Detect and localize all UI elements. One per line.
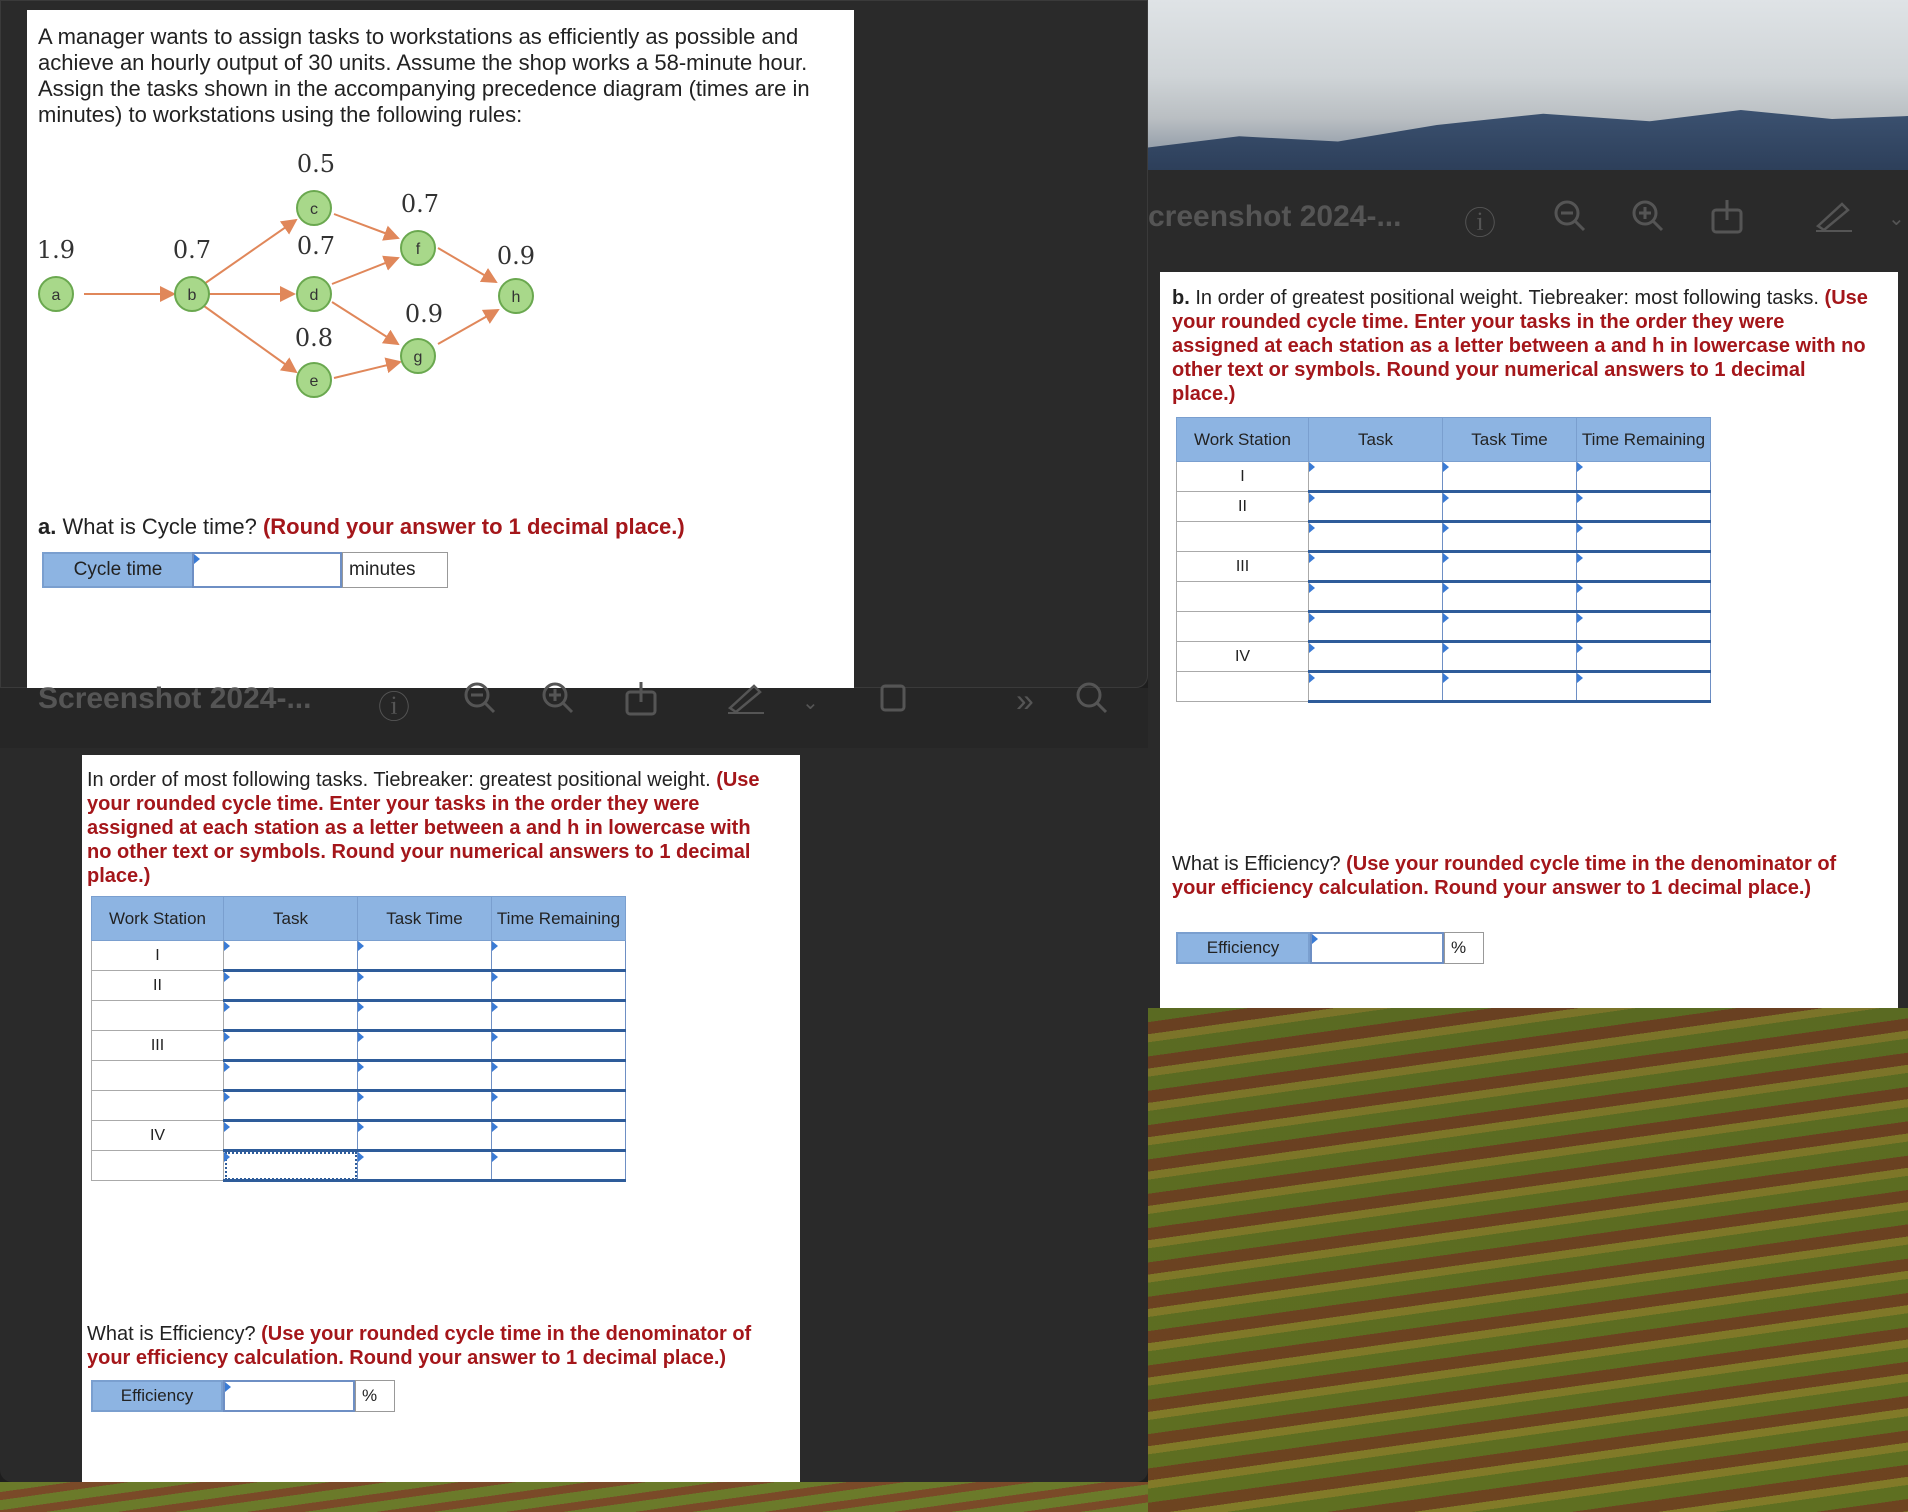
table-row xyxy=(92,1151,626,1181)
edge-d-g xyxy=(332,302,398,344)
table-row xyxy=(1177,612,1711,642)
task-input[interactable] xyxy=(1309,492,1443,522)
task-input[interactable] xyxy=(224,1121,358,1151)
time-remaining-input[interactable] xyxy=(492,941,626,971)
table-header-1: Work Station xyxy=(92,897,224,941)
table-row xyxy=(92,941,626,971)
input-marker-icon xyxy=(1309,462,1315,472)
task-input[interactable] xyxy=(1309,552,1443,582)
input-marker-icon xyxy=(358,1122,364,1132)
input-marker-icon xyxy=(224,1062,230,1072)
node-time-h: 0.9 xyxy=(496,242,536,270)
input-marker-icon xyxy=(358,1152,364,1162)
input-marker-icon xyxy=(1577,583,1583,593)
assignment-table-positional-weight xyxy=(1176,417,1711,703)
work-station-cell xyxy=(1177,612,1309,642)
time-remaining-input[interactable] xyxy=(492,1121,626,1151)
task-time-input[interactable] xyxy=(1443,582,1577,612)
time-remaining-input[interactable] xyxy=(1577,522,1711,552)
time-remaining-input[interactable] xyxy=(492,971,626,1001)
task-input[interactable] xyxy=(224,1151,358,1181)
task-input[interactable] xyxy=(224,941,358,971)
task-input[interactable] xyxy=(224,1001,358,1031)
time-remaining-input[interactable] xyxy=(1577,612,1711,642)
input-marker-icon xyxy=(1443,553,1449,563)
time-remaining-input[interactable] xyxy=(492,1031,626,1061)
input-marker-icon xyxy=(224,1122,230,1132)
chevron-down-icon[interactable]: ⌄ xyxy=(802,692,819,714)
time-remaining-input[interactable] xyxy=(492,1091,626,1121)
task-time-input[interactable] xyxy=(358,1001,492,1031)
edge-f-h xyxy=(438,248,496,282)
input-marker-icon xyxy=(224,1092,230,1102)
input-marker-icon xyxy=(1309,673,1315,683)
input-marker-icon xyxy=(224,941,230,951)
node-time-g: 0.9 xyxy=(404,300,444,328)
work-station-cell: IV xyxy=(92,1121,224,1151)
input-marker-icon xyxy=(492,1152,498,1162)
work-station-cell xyxy=(92,1091,224,1121)
input-marker-icon xyxy=(1443,462,1449,472)
input-marker-icon xyxy=(1309,553,1315,563)
chevron-down-icon-3[interactable]: ⌄ xyxy=(1888,208,1905,230)
task-time-input[interactable] xyxy=(358,1151,492,1181)
input-marker-icon xyxy=(1443,493,1449,503)
table-header-3: Task Time xyxy=(1443,418,1577,462)
input-marker-icon xyxy=(1443,643,1449,653)
input-marker-icon xyxy=(1443,583,1449,593)
efficiency-label-2: Efficiency xyxy=(91,1380,223,1412)
input-marker-icon xyxy=(358,1062,364,1072)
share-icon[interactable] xyxy=(624,680,658,724)
table-header-1: Work Station xyxy=(1177,418,1309,462)
task-input[interactable] xyxy=(1309,522,1443,552)
edge-g-h xyxy=(438,310,498,344)
table-row xyxy=(1177,552,1711,582)
work-station-cell: I xyxy=(92,941,224,971)
input-marker-icon xyxy=(1309,523,1315,533)
input-marker-icon xyxy=(492,1122,498,1132)
task-time-input[interactable] xyxy=(1443,552,1577,582)
task-time-input[interactable] xyxy=(1443,672,1577,702)
task-time-input[interactable] xyxy=(1443,612,1577,642)
table-row xyxy=(1177,582,1711,612)
input-marker-icon xyxy=(1577,462,1583,472)
table-row xyxy=(92,1091,626,1121)
input-marker-icon xyxy=(492,1002,498,1012)
table-row xyxy=(92,1061,626,1091)
time-remaining-input[interactable] xyxy=(1577,642,1711,672)
input-marker-icon xyxy=(224,1032,230,1042)
task-input[interactable] xyxy=(224,1091,358,1121)
work-station-cell: III xyxy=(1177,552,1309,582)
input-marker-icon xyxy=(492,1092,498,1102)
window-title[interactable]: Screenshot 2024-... xyxy=(38,682,312,715)
info-icon-3[interactable]: ⓘ xyxy=(1464,205,1497,241)
zoom-out-icon-3[interactable] xyxy=(1552,198,1588,242)
input-marker-icon xyxy=(358,1092,364,1102)
work-station-cell xyxy=(1177,672,1309,702)
task-time-input[interactable] xyxy=(358,1091,492,1121)
edge-e-g xyxy=(334,362,400,378)
precedence-diagram xyxy=(36,150,556,410)
time-remaining-input[interactable] xyxy=(1577,582,1711,612)
table-row xyxy=(1177,462,1711,492)
edge-c-f xyxy=(334,214,398,238)
work-station-cell: IV xyxy=(1177,642,1309,672)
desktop-wallpaper-field-strip xyxy=(0,1482,1148,1512)
cycle-time-input[interactable] xyxy=(192,552,342,588)
work-station-cell xyxy=(92,1151,224,1181)
input-marker-icon xyxy=(492,972,498,982)
efficiency-unit-3: % xyxy=(1444,932,1484,964)
node-time-a: 1.9 xyxy=(36,236,76,264)
markup-pen-icon-3[interactable] xyxy=(1814,200,1854,240)
task-input[interactable] xyxy=(224,1031,358,1061)
input-marker-icon xyxy=(1577,553,1583,563)
node-time-d: 0.7 xyxy=(296,232,336,260)
work-station-cell xyxy=(92,1001,224,1031)
edge-b-e xyxy=(204,306,296,372)
input-marker-icon xyxy=(1577,523,1583,533)
node-time-e: 0.8 xyxy=(294,324,334,352)
task-input[interactable] xyxy=(1309,642,1443,672)
time-remaining-input[interactable] xyxy=(492,1001,626,1031)
work-station-cell: I xyxy=(1177,462,1309,492)
task-time-input[interactable] xyxy=(358,1061,492,1091)
cycle-time-unit: minutes xyxy=(342,552,448,588)
node-letter-f: f xyxy=(415,241,421,258)
time-remaining-input[interactable] xyxy=(1577,462,1711,492)
input-marker-icon xyxy=(1577,493,1583,503)
more-chevrons-icon[interactable]: » xyxy=(1016,682,1034,718)
table-row xyxy=(1177,522,1711,552)
table-row xyxy=(1177,672,1711,702)
work-station-cell xyxy=(1177,522,1309,552)
task-input[interactable] xyxy=(224,1061,358,1091)
node-letter-a: a xyxy=(51,287,61,304)
input-marker-icon xyxy=(1309,583,1315,593)
table-row xyxy=(92,1001,626,1031)
assignment-table-most-following xyxy=(91,896,626,1182)
input-marker-icon xyxy=(358,1032,364,1042)
input-marker-icon xyxy=(358,1002,364,1012)
time-remaining-input[interactable] xyxy=(1577,672,1711,702)
cycle-time-label: Cycle time xyxy=(42,552,194,588)
efficiency-label-3: Efficiency xyxy=(1176,932,1310,964)
time-remaining-input[interactable] xyxy=(1577,492,1711,522)
work-station-cell: II xyxy=(1177,492,1309,522)
input-marker-icon xyxy=(1577,673,1583,683)
work-station-cell xyxy=(92,1061,224,1091)
table-header-2: Task xyxy=(1309,418,1443,462)
work-station-cell: II xyxy=(92,971,224,1001)
task-input[interactable] xyxy=(1309,612,1443,642)
node-letter-b: b xyxy=(187,287,197,304)
input-marker-icon xyxy=(492,1062,498,1072)
edge-b-c xyxy=(204,220,296,284)
work-station-cell xyxy=(1177,582,1309,612)
table-row xyxy=(1177,492,1711,522)
efficiency-input-2[interactable] xyxy=(223,1380,355,1412)
efficiency-question-2: What is Efficiency? (Use your rounded cycle time in the denominator of your efficiency calculation. Round your answer to 1 decimal place.) xyxy=(87,1323,752,1369)
share-icon-3[interactable] xyxy=(1710,198,1744,242)
input-marker-icon xyxy=(1309,643,1315,653)
input-marker-icon xyxy=(358,941,364,951)
efficiency-input-3[interactable] xyxy=(1310,932,1444,964)
task-input[interactable] xyxy=(224,971,358,1001)
question-intro: A manager wants to assign tasks to workstations as efficiently as possible and achieve an hourly output of 30 units. Assume the shop works a 58-minute hour. Assign the tasks shown in the accompanying precedence diagram (times are in minutes) to workstations using the following rules: xyxy=(38,24,810,127)
node-time-c: 0.5 xyxy=(296,150,336,178)
node-letter-c: c xyxy=(310,201,318,218)
part-a-question: a. What is Cycle time? (Round your answer to 1 decimal place.) xyxy=(38,514,685,539)
table-row xyxy=(92,971,626,1001)
desktop-wallpaper-field xyxy=(1148,1008,1908,1512)
input-marker-icon xyxy=(1443,673,1449,683)
input-marker-icon xyxy=(358,972,364,982)
table-row xyxy=(92,1121,626,1151)
node-letter-e: e xyxy=(309,373,319,390)
input-marker-icon xyxy=(1309,613,1315,623)
input-marker-icon xyxy=(1309,493,1315,503)
node-letter-h: h xyxy=(511,289,521,306)
input-marker-icon xyxy=(224,1152,230,1162)
time-remaining-input[interactable] xyxy=(492,1151,626,1181)
zoom-in-icon[interactable] xyxy=(540,680,576,724)
input-marker-icon xyxy=(1443,613,1449,623)
task-input[interactable] xyxy=(1309,672,1443,702)
task-input[interactable] xyxy=(1309,462,1443,492)
table-header-3: Task Time xyxy=(358,897,492,941)
zoom-in-icon-3[interactable] xyxy=(1630,198,1666,242)
search-icon[interactable] xyxy=(1074,680,1110,724)
node-time-b: 0.7 xyxy=(172,236,212,264)
table-header-4: Time Remaining xyxy=(1577,418,1711,462)
task-time-input[interactable] xyxy=(1443,462,1577,492)
edge-d-f xyxy=(332,258,398,284)
task-time-input[interactable] xyxy=(358,941,492,971)
task-time-input[interactable] xyxy=(1443,642,1577,672)
table-row xyxy=(92,1031,626,1061)
efficiency-unit-2: % xyxy=(355,1380,395,1412)
input-marker-icon xyxy=(492,941,498,951)
input-marker-icon xyxy=(492,1032,498,1042)
input-marker-icon xyxy=(1443,523,1449,533)
task-time-input[interactable] xyxy=(358,1031,492,1061)
task-input[interactable] xyxy=(1309,582,1443,612)
window-title-3[interactable]: creenshot 2024-... xyxy=(1148,200,1402,233)
task-time-input[interactable] xyxy=(358,971,492,1001)
time-remaining-input[interactable] xyxy=(1577,552,1711,582)
node-letter-d: d xyxy=(309,287,319,304)
table-header-4: Time Remaining xyxy=(492,897,626,941)
work-station-cell: III xyxy=(92,1031,224,1061)
rotate-icon[interactable] xyxy=(878,680,912,722)
input-marker-icon xyxy=(1577,613,1583,623)
input-marker-icon xyxy=(224,1002,230,1012)
task-time-input[interactable] xyxy=(358,1121,492,1151)
question-most-following: In order of most following tasks. Tiebreaker: greatest positional weight. (Use your rounded cycle time. Enter your tasks in the order they were assigned at each station as a letter between a and h in lowercase with no other text or symbols. Round your numerical answers to 1 decimal place.) xyxy=(87,769,760,887)
task-time-input[interactable] xyxy=(1443,492,1577,522)
markup-pen-icon[interactable] xyxy=(726,682,766,722)
input-marker-icon xyxy=(224,972,230,982)
task-time-input[interactable] xyxy=(1443,522,1577,552)
efficiency-question-3: What is Efficiency? (Use your rounded cycle time in the denominator of your efficiency calculation. Round your answer to 1 decimal place.) xyxy=(1172,853,1837,899)
zoom-out-icon[interactable] xyxy=(462,680,498,724)
time-remaining-input[interactable] xyxy=(492,1061,626,1091)
table-row xyxy=(1177,642,1711,672)
question-positional-weight: b. In order of greatest positional weight. Tiebreaker: most following tasks. (Use your rounded cycle time. Enter your tasks in the order they were assigned at each station as a letter between a and h in lowercase with no other text or symbols. Round your numerical answers to 1 decimal place.) xyxy=(1172,287,1868,405)
node-letter-g: g xyxy=(413,349,423,366)
node-time-f: 0.7 xyxy=(400,190,440,218)
info-icon[interactable]: ⓘ xyxy=(378,689,411,725)
input-marker-icon xyxy=(1577,643,1583,653)
table-header-2: Task xyxy=(224,897,358,941)
